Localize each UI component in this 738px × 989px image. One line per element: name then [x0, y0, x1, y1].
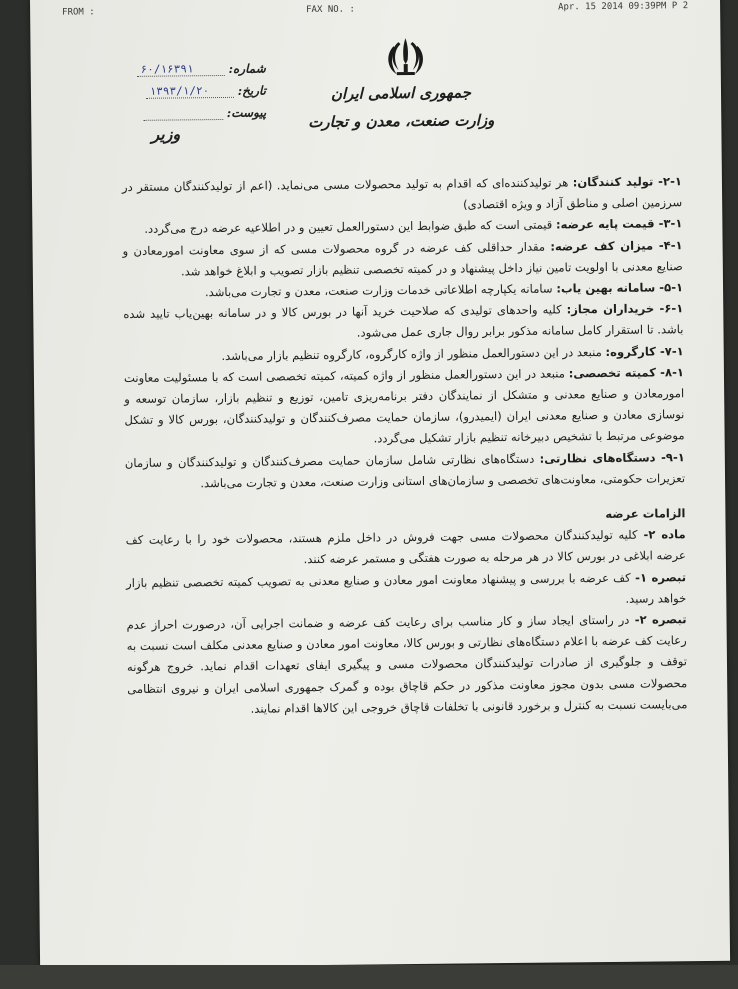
definition-item-text: سامانه یکپارچه اطلاعاتی خدمات وزارت صنعت، معدن و تجارت می‌باشد.: [204, 281, 557, 300]
definition-item-number: ۵-۱-: [659, 280, 684, 295]
fax-header: [30, 1, 720, 22]
definition-item-heading: [569, 365, 684, 380]
articles-list: [126, 524, 688, 721]
definitions-list: [122, 171, 685, 495]
article-item-text: کف عرضه با بررسی و پیشنهاد معاونت امور معادن و صنایع معدنی به تصویب کمیته تخصصی تنظیم بازار خواهد رسید.: [126, 570, 687, 606]
definition-item-text: منبعد در این دستورالعمل منظور از واژه کمیته، کمیته تخصصی است که با مسئولیت معاونت امورمعادن و صنایع معدنی و متشکل از نمایندگان دفتر برنامه‌ریزی تامین، توزیع و تنظیم بازار، سازمان توسعه و نوسازی معادن و صنایع معدنی ایران (ایمیدرو)، سازمان حمایت مصرف‌کنندگان و تولیدکنندگان، بورس کالا و تشکل موضوعی مرتبط با تشخیص دبیرخانه تنظیم بازار تشکیل می‌گردد.: [123, 366, 685, 446]
definition-item-title: قیمت پایه عرضه:: [555, 216, 655, 232]
definition-item-title: میزان کف عرضه:: [550, 238, 654, 254]
meta-number-label: شماره:: [228, 61, 266, 76]
definition-item-number: ۶-۱-: [659, 301, 684, 316]
definition-item-heading: [605, 344, 683, 359]
document-meta: [96, 58, 267, 126]
definition-item-number: ۷-۱-: [659, 343, 684, 359]
definition-item: [125, 447, 685, 495]
definition-item-text: قیمتی است که طبق ضوابط این دستورالعمل تعیین و در اطلاعیه عرضه درج می‌گردد.: [144, 217, 557, 237]
definition-item-heading: [556, 280, 683, 295]
document-body: [122, 171, 688, 721]
article-item: [126, 567, 686, 615]
article-item-heading: [631, 570, 687, 585]
definition-item-number: ۴-۱-: [658, 237, 683, 253]
country-name: جمهوری اسلامی ایران: [330, 83, 472, 103]
definition-item-title: خریداران مجاز:: [566, 301, 655, 317]
definition-item-number: ۸-۱-: [660, 365, 684, 380]
background-strip: [0, 965, 738, 989]
meta-number-value: ۶۰/۱۶۳۹۱: [136, 62, 224, 77]
meta-attachment-label: پیوست:: [226, 105, 267, 120]
fax-number-label: FAX NO. :: [306, 4, 355, 16]
article-item-heading: [629, 612, 686, 627]
definition-item-heading: [550, 238, 682, 253]
definition-item-text: مقدار حداقلی کف عرضه در گروه محصولات مسی که از سوی معاونت امورمعادن و صنایع معدنی با اولویت تامین نیاز داخل پیشنهاد و در کمیته تخصصی تنظیم بازار تصویب و ابلاغ خواهد شد.: [122, 239, 683, 279]
definition-item-title: دستگاه‌های نظارتی:: [539, 450, 656, 466]
definition-item-text: دستگاه‌های نظارتی شامل سازمان حمایت مصرف‌کنندگان و تولیدکنندگان و سازمان تعزیرات حکومتی، معاونت‌های تخصصی و سازمان‌های استانی وزارت صنعت، معدن و تجارت می‌باشد.: [124, 451, 686, 491]
article-item: [126, 524, 686, 572]
article-item-text: در راستای ایجاد ساز و کار مناسب برای رعایت کف عرضه و ضمانت اجرایی آن، درصورت احراز عدم رعایت کف عرضه با اعلام دستگاه‌های نظارتی و بورس کالا، معاونت امور معادن و صنایع معدنی مکلف است نسبت به توقف و جلوگیری از صادرات تولیدکنندگان محصولات مسی و پیگیری ایفای تعهدات اقدام نماید. خروج هرگونه محصولات مسی بدون مجوز معاونت مذکور در حکم قاچاق بوده و گمرک جمهوری اسلامی ایران و نیروی انتظامی می‌بایست نسبت به کنترل و برخورد قانونی با تخلفات قاچاق خروجی این کالاها اقدام نمایند.: [126, 612, 688, 716]
definition-item: [123, 298, 683, 346]
fax-from-label: FROM :: [62, 7, 95, 18]
article-item-number: تبصره ۲-: [634, 612, 687, 627]
article-item-text: کلیه تولیدکنندگان محصولات مسی جهت فروش در داخل ملزم هستند، محصولات خود را با رعایت کف عرضه ابلاغی در بورس کالا در هر مرحله به صورت هفتگی و مستمر عرضه کنند.: [125, 527, 686, 567]
article-item-number: تبصره ۱-: [635, 569, 687, 585]
definition-item-title: کارگروه:: [605, 344, 656, 359]
meta-attachment-row: [96, 102, 266, 126]
definition-item-title: تولید کنندگان:: [572, 174, 654, 190]
definition-item-title: سامانه بهین یاب:: [556, 280, 656, 296]
definition-item-number: ۳-۱-: [658, 216, 683, 231]
definition-item-text: منبعد در این دستورالعمل منظور از واژه کارگروه، کارگروه تنظیم بازار می‌باشد.: [221, 344, 606, 363]
definition-item: [123, 235, 683, 283]
letterhead: [301, 83, 501, 131]
definition-item-heading: [573, 174, 682, 189]
iran-emblem-icon: [382, 34, 428, 80]
section-title: الزامات عرضه: [605, 506, 686, 522]
definition-item-text: کلیه واحدهای تولیدی که صلاحیت خرید آنها در بورس کالا و در سامانه بهین‌یاب تایید شده باشد. تا استقرار کامل سامانه مذکور برابر روال جاری عمل می‌شود.: [123, 302, 684, 341]
minister-title: وزیر: [151, 124, 181, 144]
definition-item-text: هر تولیدکننده‌ای که اقدام به تولید محصولات مسی می‌نماید. (اعم از تولیدکنندگان مستقر در سرزمین اصلی و مناطق آزاد و ویژه اقتصادی): [121, 175, 683, 212]
fax-timestamp: Apr. 15 2014 09:39PM P 2: [558, 1, 689, 13]
definition-item-heading: [556, 217, 683, 232]
definition-item-heading: [566, 301, 683, 316]
meta-attachment-value: [143, 106, 223, 120]
definition-item: [122, 171, 682, 219]
article-item-heading: [637, 527, 685, 542]
definition-item: [124, 362, 685, 453]
ministry-name: وزارت صنعت، معدن و تجارت: [308, 111, 495, 132]
definition-item-title: کمیته تخصصی:: [568, 365, 656, 381]
meta-number-row: [96, 58, 266, 82]
article-item: [126, 609, 687, 721]
meta-date-label: تاریخ:: [237, 83, 267, 98]
fax-page: [30, 0, 730, 968]
meta-date-row: [96, 80, 266, 104]
article-item-number: ماده ۲-: [643, 527, 686, 542]
meta-date-value: ۱۳۹۳/۱/۲۰: [146, 84, 234, 99]
definition-item-number: ۹-۱-: [660, 449, 685, 465]
definition-item-number: ۲-۱-: [658, 174, 682, 189]
definition-item-heading: [539, 450, 684, 466]
